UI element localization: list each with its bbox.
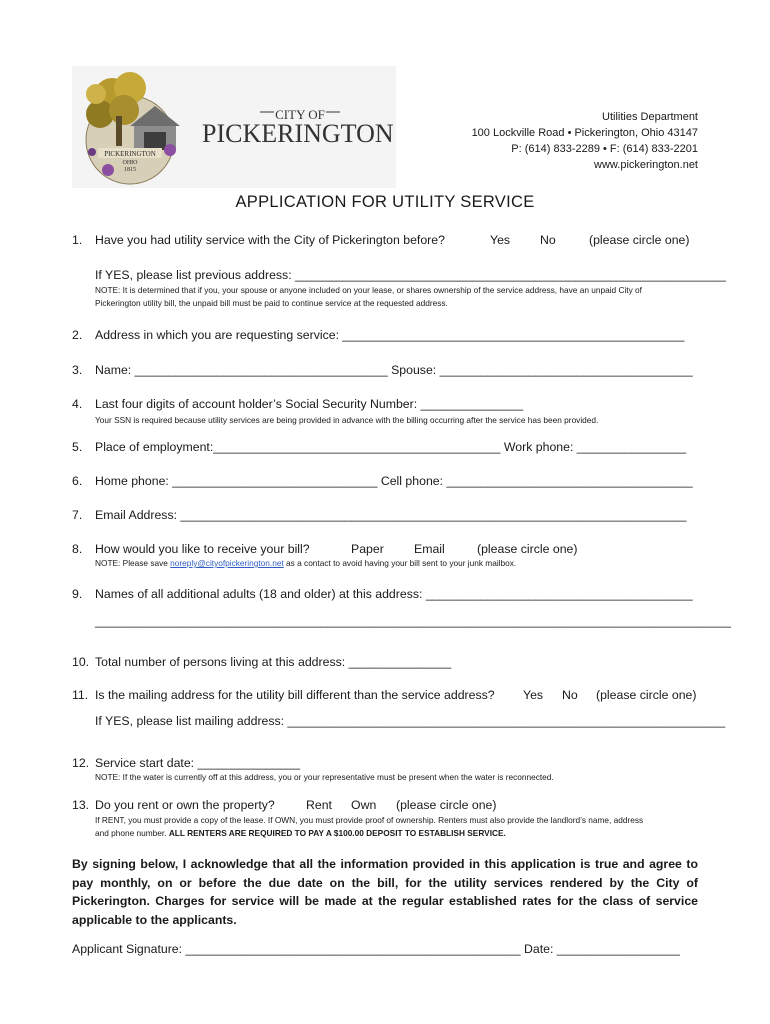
q13-note-line2: and phone number. ALL RENTERS ARE REQUIRED TO PAY A $100.00 DEPOSIT TO ESTABLISH SERVICE. (95, 828, 506, 838)
q3-number: 3. (72, 363, 83, 377)
q2-number: 2. (72, 328, 83, 342)
department-website: www.pickerington.net (594, 159, 698, 171)
svg-text:OHIO: OHIO (122, 160, 138, 166)
q13-text: Do you rent or own the property? (95, 798, 275, 812)
q8-email-option[interactable]: Email (414, 542, 445, 556)
svg-text:PICKERINGTON: PICKERINGTON (104, 150, 156, 158)
q8-number: 8. (72, 542, 83, 556)
q13-rent-option[interactable]: Rent (306, 798, 332, 812)
q12-note: NOTE: If the water is currently off at this address, you or your representative must be present when the water is reconnected. (95, 772, 554, 782)
q6-number: 6. (72, 474, 83, 488)
service-start-date-field[interactable]: Service start date: _______________ (95, 756, 301, 770)
page-title: APPLICATION FOR UTILITY SERVICE (235, 193, 535, 211)
q1-text: Have you had utility service with the City of Pickerington before? (95, 233, 445, 247)
q1-note-line2: Pickerington utility bill, the unpaid bill must be paid to continue service at the requested address. (95, 298, 448, 308)
department-name: Utilities Department (602, 111, 698, 123)
city-logo (72, 66, 396, 188)
q11-circle-hint: (please circle one) (596, 688, 697, 702)
q13-number: 13. (72, 798, 90, 812)
department-contact (472, 109, 698, 173)
signature-date-field[interactable]: Applicant Signature: _________________________________________________ Date: __________________ (72, 942, 680, 956)
department-phone: P: (614) 833-2289 • F: (614) 833-2201 (511, 143, 698, 155)
total-persons-field[interactable]: Total number of persons living at this address: _______________ (95, 655, 452, 669)
employment-field[interactable]: Place of employment:__________________________________________ Work phone: ________________ (95, 440, 687, 454)
phone-field[interactable]: Home phone: ______________________________ Cell phone: ____________________________________ (95, 474, 693, 488)
q11-yes-option[interactable]: Yes (523, 688, 544, 702)
q1-previous-address-field[interactable]: If YES, please list previous address: _______________________________________________________________ (95, 268, 726, 282)
q8-circle-hint: (please circle one) (477, 542, 578, 556)
noreply-email-link[interactable]: noreply@cityofpickerington.net (170, 558, 284, 568)
q1-number: 1. (72, 233, 83, 247)
q13-own-option[interactable]: Own (351, 798, 377, 812)
q11-number: 11. (72, 688, 89, 702)
q1-circle-hint: (please circle one) (589, 233, 690, 247)
q1-yes-option[interactable]: Yes (490, 233, 511, 247)
email-field[interactable]: Email Address: __________________________________________________________________________ (95, 508, 687, 522)
additional-adults-field[interactable]: Names of all additional adults (18 and older) at this address: _______________________________________ (95, 587, 693, 601)
q1-no-option[interactable]: No (540, 233, 556, 247)
q4-note: Your SSN is required because utility services are being provided in advance with the billing occurring after the service has been provided. (95, 415, 599, 425)
q11-no-option[interactable]: No (562, 688, 578, 702)
renter-deposit-notice: ALL RENTERS ARE REQUIRED TO PAY A $100.00 DEPOSIT TO ESTABLISH SERVICE. (168, 828, 506, 838)
additional-adults-line2[interactable]: _____________________________________________________________________________________________ (95, 614, 732, 628)
q13-note-line1: If RENT, you must provide a copy of the lease. If OWN, you must provide proof of ownership. Renters must also provide the landlord’s name, address (95, 815, 644, 825)
q1-note-line1: NOTE: It is determined that if you, your spouse or anyone included on your lease, or shares ownership of the service address, have an unpaid City of (95, 285, 642, 295)
q8-paper-option[interactable]: Paper (351, 542, 384, 556)
mailing-address-field[interactable]: If YES, please list mailing address: ________________________________________________________________ (95, 714, 726, 728)
q12-number: 12. (72, 756, 90, 770)
department-address: 100 Lockville Road • Pickerington, Ohio 43147 (471, 127, 698, 139)
q5-number: 5. (72, 440, 83, 454)
city-seal-icon (72, 66, 396, 188)
q10-number: 10. (72, 655, 90, 669)
q13-circle-hint: (please circle one) (396, 798, 497, 812)
service-address-field[interactable]: Address in which you are requesting service: __________________________________________________ (95, 328, 685, 342)
city-of-label: CITY OF (275, 107, 325, 122)
acknowledgement-paragraph: By signing below, I acknowledge that all the information provided in this application is true and agree to pay monthly, on or before the due date on the bill, for the utility services rendered by the City of Pickerington. Charges for service will be made at the regular established rates for the class of service applicable to the applicants. (72, 857, 698, 927)
svg-text:1815: 1815 (124, 167, 136, 173)
name-spouse-field[interactable]: Name: _____________________________________ Spouse: _____________________________________ (95, 363, 693, 377)
q7-number: 7. (72, 508, 83, 522)
q8-text: How would you like to receive your bill? (95, 542, 310, 556)
q8-note: NOTE: Please save noreply@cityofpickerington.net as a contact to avoid having your bill sent to your junk mailbox. (95, 558, 517, 568)
q11-text: Is the mailing address for the utility bill different than the service address? (95, 688, 495, 702)
q9-number: 9. (72, 587, 83, 601)
q4-number: 4. (72, 397, 83, 411)
ssn-field[interactable]: Last four digits of account holder’s Social Security Number: _______________ (95, 397, 524, 411)
city-name: PICKERINGTON (202, 119, 394, 148)
